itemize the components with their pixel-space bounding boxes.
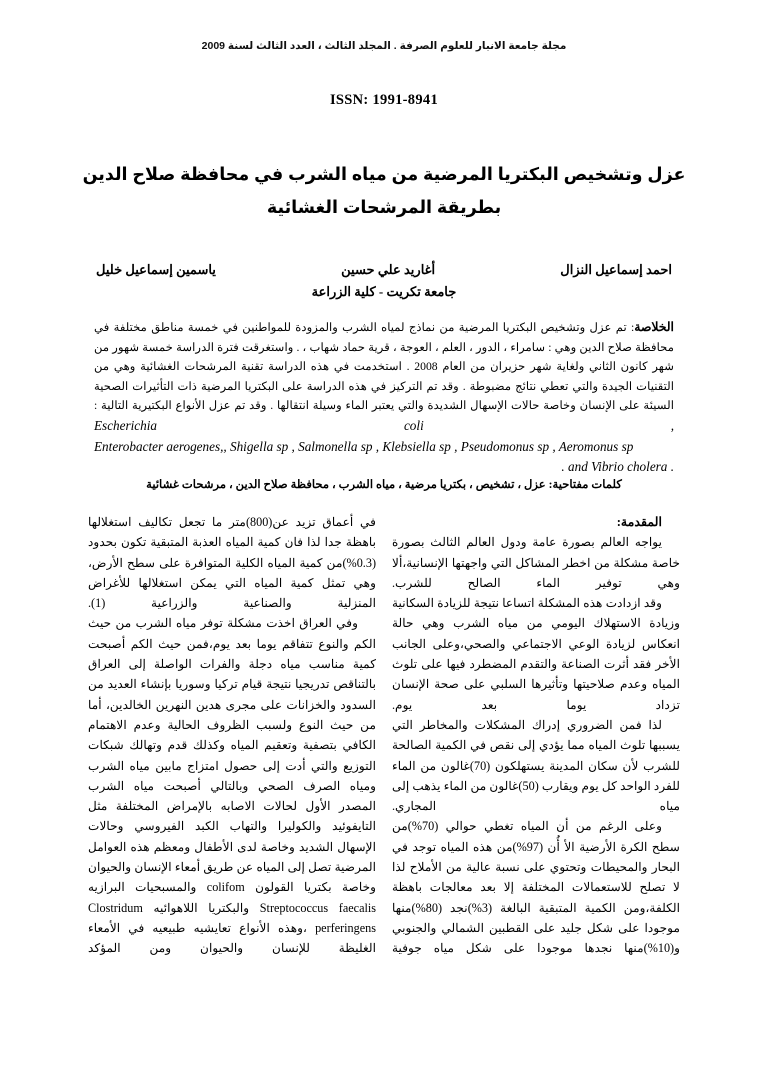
abstract-species-line-3: . and Vibrio cholera . xyxy=(561,458,674,474)
abstract-species-line-2: Enterobacter aerogenes,, Shigella sp , Salmonella sp , Klebsiella sp , Pseudomonus sp , Aeromonus sp xyxy=(94,438,634,454)
article-title xyxy=(60,158,708,224)
article-title-line-1: عزل وتشخيص البكتريا المرضية من مياه الشرب في محافظة صلاح الدين xyxy=(82,164,686,184)
body-columns xyxy=(88,512,680,1024)
author-name-2: أغاريد علي حسين xyxy=(341,262,436,277)
abstract-section xyxy=(94,318,674,477)
body-column-right xyxy=(392,512,680,1024)
section-heading-introduction: المقدمة: xyxy=(616,515,662,529)
body-paragraph: وعلى الرغم من أن المياه تغطي حوالي (70%)من سطح الكرة الأرضية الأ أُن (97%)من هذه المياه توجد في البحار والمحيطات وتحتوي على نسبة عالية من الأملاح لذا لا تصلح للاستعمالات المختلفة إلا بعد معالجات باهظة الكلفة،ومن الكمية المتبقية البالغة (3%)نجد (80%)منها موجودا على شكل جليد على القطبين الشمالي والجنوبي و(10%)منها نجدها موجودا على شكل مياه جوفية xyxy=(392,819,680,956)
abstract-text: : تم عزل وتشخيص البكتريا المرضية من نماذج لمياه الشرب والمزودة للمواطنين في خمسة مناطق مختلفة في محافظة صلاح الدين وهي : سامراء ، الدور ، العلم ، العوجة ، قرية حماد شهاب ، . واستغرقت فترة الدراسة خمسة شهور من شهر كانون الثاني ولغاية شهر حزيران من العام 2008 . استخدمت في هذه الدراسة تقنية المرشحات الغشائية وهي من التقنيات الجيدة والتي تعطي نتائج مضبوطة . وقد تم التركيز في هذه الدراسة على البكتريا المرضية ذات التأثيرات الصحية السيئة على الإنسان وخاصة حالات الإسهال الشديدة والتي يعتبر الماء وسيلة انتقالها . وقد تم عزل الأنواع البكتيرية التالية : xyxy=(94,321,674,413)
author-name-1: احمد إسماعيل النزال xyxy=(560,262,672,277)
abstract-paragraph xyxy=(94,318,674,437)
keywords-line: كلمات مفتاحية: عزل ، تشخيص ، بكتريا مرضية ، مياه الشرب ، محافظة صلاح الدين ، مرشحات غشائية xyxy=(146,478,622,491)
authors-row xyxy=(96,262,672,278)
body-paragraph: يواجه العالم بصورة عامة ودول العالم الثالث بصورة خاصة مشكلة من اخطر المشاكل التي واجهتها الإنسانية،ألا وهي توفير الماء الصالح للشرب. xyxy=(392,535,680,590)
body-paragraph: لذا فمن الضروري إدراك المشكلات والمخاطر التي يسببها تلوث المياه مما يؤدي إلى نقص في الكمية الصالحة للشرب لأن سكان المدينة يستهلكون (70)غالون من الماء للفرد الواحد كل يوم ويقارب (50)غالون من الماء يذهب إلى مياه المجاري. xyxy=(392,717,680,814)
author-name-3: ياسمين إسماعيل خليل xyxy=(96,262,216,277)
body-paragraph: وفي العراق اخذت مشكلة توفر مياه الشرب من حيث الكم والنوع تتفاقم يوما بعد يوم،فمن حيث الكم أصبحت كمية مناسب مياه دجلة والفرات الواصلة إلى العراق بالتناقص تدريجيا نتيجة قيام تركيا وسوريا بإنشاء العديد من السدود والخزانات على مجرى هدين النهرين الخالدين، أما من حيث النوع ولسبب الظروف الحالية وعدم الاهتمام الكافي بتصفية وتعقيم المياه وكذلك قدم وتهالك شبكات التوزيع والتي أدت إلى حصول امتزاج مابين مياه الشرب ومياه الصرف الصحي وبالتالي أصبحت مياه الشرب المصدر الأول لحالات الاصابه بالإمراض المختلفة مثل التايفوئيد والكوليرا والتهاب الكبد الفيروسي وحالات الإسهال الشديد وخاصة لدى الأطفال ومعظم هذه العوامل المرضية تصل إلى المياه عن طريق أمعاء الإنسان والحيوان وخاصة بكتريا القولون colifom والمسبحيات البرازيه Streptococcus faecalis والبكتريا اللاهوائيه Clostridum perferingens ،وهذه الأنواع تعايشيه طبيعيه في الأمعاء الغليظة للإنسان والحيوان ومن المؤكد xyxy=(88,616,377,956)
abstract-species-inline: Escherichia coli , xyxy=(94,417,674,433)
article-title-line-2: بطريقة المرشحات الغشائية xyxy=(266,197,502,217)
body-paragraph: وقد ازدادت هذه المشكلة اتساعا نتيجة للزيادة السكانية وزيادة الاستهلاك اليومي من مياه الشرب وهي حالة انعكاس لزيادة الوعي الاجتماعي والصحي،وعلى الجانب الأخر فقد أثرت الصناعة والتقدم المضطرد فيها على تلوث المياه وعدم صلاحيتها وتأثيرها السلبي على صحة الإنسان تزداد يوما بعد يوم. xyxy=(392,596,680,712)
body-paragraph: في أعماق تزيد عن(800)متر ما تجعل تكاليف استغلالها باهظة جدا لذا فان كمية المياه العذبة المتبقية تكون بحدود (0.3%)من كمية المياه الكلية المتوافرة على سطح الأرض، وهي تمثل كمية المياه التي يمكن استغلالها للأغراض المنزلية والصناعية والزراعية (1). xyxy=(88,515,376,611)
issn-label: ISSN: 1991-8941 xyxy=(329,92,439,108)
author-affiliation: جامعة تكريت - كلية الزراعة xyxy=(311,284,457,299)
authors-block xyxy=(96,262,672,300)
journal-running-header: مجلة جامعة الانبار للعلوم الصرفة . المجلد الثالث ، العدد الثالث لسنة 2009 xyxy=(201,40,567,52)
abstract-label: الخلاصة xyxy=(634,320,674,334)
body-column-left xyxy=(88,512,376,1024)
